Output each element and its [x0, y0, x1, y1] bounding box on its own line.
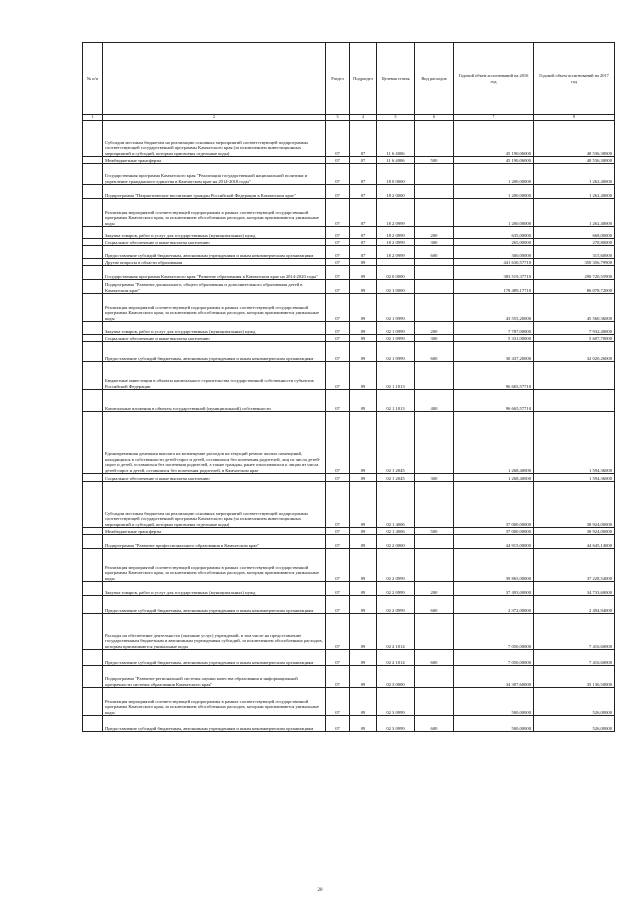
row-2016: 30 437,20000 — [454, 342, 534, 362]
table-row — [83, 322, 615, 335]
row-2016: 1 200,00000 — [454, 199, 534, 227]
row-2017: 5 607,70000 — [534, 335, 615, 342]
row-num — [83, 716, 103, 732]
row-celevaya: 02 1 4006 — [377, 482, 415, 528]
row-2017: 7 416,60000 — [534, 650, 615, 666]
row-celevaya: 02 1 4006 — [377, 528, 415, 535]
row-celevaya: 18 0 0000 — [377, 164, 415, 185]
row-num — [83, 362, 103, 390]
row-podrazdel: 09 — [350, 362, 377, 390]
row-num — [83, 582, 103, 596]
row-vid — [415, 121, 454, 157]
row-podrazdel: 09 — [350, 688, 377, 716]
row-podrazdel: 09 — [350, 482, 377, 528]
row-vid: 600 — [415, 716, 454, 732]
row-2016: 7 787,00000 — [454, 322, 534, 335]
row-celevaya: 02 1 0999 — [377, 322, 415, 335]
table-row — [83, 528, 615, 535]
row-2017: 526,00000 — [534, 716, 615, 732]
row-2016: 34 307,60000 — [454, 666, 534, 688]
row-name: Закупка товаров, работ и услуг для государственных (муниципальных) нужд — [103, 322, 326, 335]
table-row — [83, 716, 615, 732]
header-vid: Вид расходов — [415, 43, 454, 115]
row-podrazdel: 07 — [350, 157, 377, 164]
row-name: Предоставление субсидий бюджетным, автономным учреждениям и иным некоммерческим организациям — [103, 596, 326, 614]
row-num — [83, 280, 103, 294]
row-name: Подпрограмма "Развитие дошкольного, общего образования и дополнительного образования детей в Камчатском крае" — [103, 280, 326, 294]
row-celevaya — [377, 259, 415, 266]
row-name: Государственная программа Камчатского края "Реализация государственной национальной политики и укрепление гражданского единства в Камчатском крае на 2014-2018 годы" — [103, 164, 326, 185]
header-celevaya: Целевая статья — [377, 43, 415, 115]
row-razdel: 07 — [326, 716, 350, 732]
row-podrazdel: 09 — [350, 474, 377, 482]
row-num — [83, 164, 103, 185]
row-2017: 37 228,54000 — [534, 549, 615, 582]
row-2017 — [534, 362, 615, 390]
row-razdel: 07 — [326, 549, 350, 582]
row-vid: 600 — [415, 650, 454, 666]
row-name: Социальное обеспечение и иные выплаты населению — [103, 474, 326, 482]
row-2016: 37 000,00000 — [454, 528, 534, 535]
row-razdel: 07 — [326, 246, 350, 259]
row-2017: 1 594,36000 — [534, 474, 615, 482]
row-vid — [415, 535, 454, 549]
row-2017: 1 262,40000 — [534, 199, 615, 227]
row-podrazdel: 09 — [350, 335, 377, 342]
row-num — [83, 322, 103, 335]
row-podrazdel: 07 — [350, 164, 377, 185]
row-2016: 1 268,40000 — [454, 474, 534, 482]
row-celevaya: 02 1 1013 — [377, 390, 415, 412]
row-name: Реализация мероприятий соответствующей подпрограммы в рамках соответствующей государственной программы Камчатского края, за исключением обособленных расходов, которым присваиваются уникальные коды — [103, 199, 326, 227]
row-num — [83, 528, 103, 535]
row-celevaya: 02 3 0999 — [377, 688, 415, 716]
row-podrazdel: 09 — [350, 412, 377, 474]
row-2016: 441 630,57710 — [454, 259, 534, 266]
row-name: Единовременная денежная выплата на возмещение расходов на текущий ремонт жилых помещений, находящихся в собственности детей-сирот и детей, оставшихся без попечения родителей, лиц из числа детей-сирот и детей, оставшихся без попечения родителей, а также граждан, ранее относившихся к лицам из числа детей-сирот и детей, оставшихся без попечения родителей, в Камчатском крае — [103, 412, 326, 474]
table-row — [83, 280, 615, 294]
row-num — [83, 614, 103, 650]
row-razdel: 07 — [326, 239, 350, 246]
row-razdel: 07 — [326, 688, 350, 716]
row-2017: 668,00000 — [534, 227, 615, 239]
row-vid: 600 — [415, 246, 454, 259]
row-podrazdel: 07 — [350, 239, 377, 246]
row-name: Социальное обеспечение и иные выплаты населению — [103, 239, 326, 246]
row-2017: 1 594,36000 — [534, 412, 615, 474]
row-celevaya: 02 1 0999 — [377, 335, 415, 342]
row-2016: 39 865,00000 — [454, 549, 534, 582]
row-celevaya: 11 6 4006 — [377, 121, 415, 157]
table-row — [83, 390, 615, 412]
row-2016: 383 519,37710 — [454, 266, 534, 280]
table-row — [83, 199, 615, 227]
row-vid: 200 — [415, 322, 454, 335]
row-2017: 38 924,00000 — [534, 482, 615, 528]
row-celevaya: 18 2 0999 — [377, 227, 415, 239]
row-celevaya: 18 2 0999 — [377, 199, 415, 227]
row-podrazdel: 09 — [350, 528, 377, 535]
table-row — [83, 482, 615, 528]
row-2016: 43 555,20000 — [454, 294, 534, 322]
row-name: Субсидии местным бюджетам на реализацию основных мероприятий соответствующей подпрограммы соответствующей государственной программы Камчатского края (за исключением инвестиционных мероприятий и субсидий, которым присвоены отдельные коды) — [103, 121, 326, 157]
row-celevaya: 11 6 4006 — [377, 157, 415, 164]
row-podrazdel: 09 — [350, 535, 377, 549]
row-podrazdel: 09 — [350, 342, 377, 362]
row-2017: 278,80000 — [534, 239, 615, 246]
row-2017: 45 560,36000 — [534, 294, 615, 322]
row-vid — [415, 199, 454, 227]
row-2017 — [534, 390, 615, 412]
row-2016: 2 372,00000 — [454, 596, 534, 614]
row-podrazdel: 07 — [350, 227, 377, 239]
row-razdel: 07 — [326, 185, 350, 199]
row-vid — [415, 412, 454, 474]
row-celevaya: 18 2 0999 — [377, 246, 415, 259]
row-razdel: 07 — [326, 596, 350, 614]
row-celevaya: 02 1 1013 — [377, 362, 415, 390]
row-name: Подпрограмма "Развитие региональной системы оценки качества образования и информационной прозрачности системы образования Камчатского края" — [103, 666, 326, 688]
table-row — [83, 185, 615, 199]
row-2016: 178 489,17710 — [454, 280, 534, 294]
row-razdel: 07 — [326, 157, 350, 164]
row-podrazdel: 09 — [350, 322, 377, 335]
row-celevaya: 18 2 0000 — [377, 185, 415, 199]
header-num: № п/п — [83, 43, 103, 115]
row-razdel: 07 — [326, 412, 350, 474]
row-2017: 44 645,14000 — [534, 535, 615, 549]
row-num — [83, 474, 103, 482]
row-razdel: 07 — [326, 482, 350, 528]
row-vid — [415, 666, 454, 688]
row-2017: 1 262,40000 — [534, 164, 615, 185]
colnum: 7 — [454, 115, 534, 121]
row-vid — [415, 549, 454, 582]
row-podrazdel: 09 — [350, 259, 377, 266]
row-razdel: 07 — [326, 342, 350, 362]
row-podrazdel: 07 — [350, 185, 377, 199]
row-razdel: 07 — [326, 335, 350, 342]
colnum: 5 — [377, 115, 415, 121]
row-2016: 7 050,00000 — [454, 650, 534, 666]
row-vid — [415, 482, 454, 528]
row-razdel: 07 — [326, 614, 350, 650]
row-name: Расходы на обеспечение деятельности (оказание услуг) учреждений, в том числе на предоставление государственным бюджетным и автономным учреждениям субсидий, за исключением обособленных расходов, которым присваиваются уникальные коды — [103, 614, 326, 650]
table-row — [83, 239, 615, 246]
row-name: Подпрограмма "Развитие профессионального образования в Камчатском крае" — [103, 535, 326, 549]
row-2017: 48 536,30000 — [534, 121, 615, 157]
row-razdel: 07 — [326, 322, 350, 335]
table-row — [83, 335, 615, 342]
row-podrazdel: 09 — [350, 280, 377, 294]
row-celevaya: 02 1 0000 — [377, 280, 415, 294]
table-row — [83, 535, 615, 549]
row-podrazdel: 09 — [350, 582, 377, 596]
row-2016: 5 331,00000 — [454, 335, 534, 342]
row-razdel: 07 — [326, 528, 350, 535]
row-num — [83, 335, 103, 342]
row-vid — [415, 294, 454, 322]
row-celevaya: 02 3 0999 — [377, 716, 415, 732]
table-row — [83, 362, 615, 390]
row-razdel: 07 — [326, 280, 350, 294]
row-name: Реализация мероприятий соответствующей подпрограммы в рамках соответствующей государственной программы Камчатского края, за исключением обособленных расходов, которым присваиваются уникальные коды — [103, 294, 326, 322]
row-2016: 1 200,00000 — [454, 185, 534, 199]
row-vid: 300 — [415, 474, 454, 482]
row-2016: 635,00000 — [454, 227, 534, 239]
row-2017: 350 356,79900 — [534, 259, 615, 266]
row-podrazdel: 09 — [350, 596, 377, 614]
row-num — [83, 535, 103, 549]
colnum: 4 — [350, 115, 377, 121]
row-2017: 7 932,40000 — [534, 322, 615, 335]
row-num — [83, 549, 103, 582]
row-num — [83, 650, 103, 666]
row-num — [83, 259, 103, 266]
row-razdel: 07 — [326, 474, 350, 482]
table-row — [83, 227, 615, 239]
row-name: Предоставление субсидий бюджетным, автономным учреждениям и иным некоммерческим организациям — [103, 650, 326, 666]
budget-table — [82, 42, 615, 732]
table-row — [83, 650, 615, 666]
row-2016: 37 493,00000 — [454, 582, 534, 596]
table-row — [83, 121, 615, 157]
row-num — [83, 266, 103, 280]
row-celevaya: 02 2 0999 — [377, 596, 415, 614]
row-2017: 526,00000 — [534, 688, 615, 716]
row-2017: 35 136,50000 — [534, 666, 615, 688]
row-razdel: 07 — [326, 390, 350, 412]
row-razdel: 07 — [326, 121, 350, 157]
row-celevaya: 02 2 0000 — [377, 535, 415, 549]
colnum: 1 — [83, 115, 103, 121]
colnum: 8 — [534, 115, 615, 121]
row-podrazdel: 09 — [350, 294, 377, 322]
header-razdel: Раздел — [326, 43, 350, 115]
row-name: Закупка товаров, работ и услуг для государственных (муниципальных) нужд — [103, 582, 326, 596]
row-vid: 300 — [415, 335, 454, 342]
row-podrazdel: 09 — [350, 650, 377, 666]
row-celevaya: 02 1 0999 — [377, 294, 415, 322]
row-2017: 38 924,00000 — [534, 528, 615, 535]
row-name: Закупка товаров, работ и услуг для государственных (муниципальных) нужд — [103, 227, 326, 239]
row-name: Бюджетные инвестиции в объекты капитального строительства государственной собственности субъектов Российской Федерации — [103, 362, 326, 390]
row-vid — [415, 266, 454, 280]
row-podrazdel: 07 — [350, 121, 377, 157]
row-razdel: 07 — [326, 164, 350, 185]
row-2016: 96 665,57710 — [454, 390, 534, 412]
row-2017: 34 733,60000 — [534, 582, 615, 596]
row-vid: 400 — [415, 390, 454, 412]
row-name: Межбюджетные трансферты — [103, 157, 326, 164]
row-razdel: 07 — [326, 582, 350, 596]
row-celevaya: 18 2 0999 — [377, 239, 415, 246]
row-vid — [415, 614, 454, 650]
colnum: 3 — [326, 115, 350, 121]
row-name: Субсидии местным бюджетам на реализацию основных мероприятий соответствующей подпрограммы соответствующей государственной программы Камчатского края (за исключением инвестиционных мероприятий и субсидий, которым присвоены отдельные коды) — [103, 482, 326, 528]
row-vid — [415, 362, 454, 390]
row-num — [83, 157, 103, 164]
table-row — [83, 157, 615, 164]
row-name: Предоставление субсидий бюджетным, автономным учреждениям и иным некоммерческим организациям — [103, 716, 326, 732]
row-razdel: 07 — [326, 259, 350, 266]
row-podrazdel: 09 — [350, 716, 377, 732]
row-razdel: 07 — [326, 666, 350, 688]
row-num — [83, 596, 103, 614]
row-podrazdel: 09 — [350, 266, 377, 280]
row-celevaya: 02 2 0999 — [377, 549, 415, 582]
row-num — [83, 294, 103, 322]
row-2016: 44 915,00000 — [454, 535, 534, 549]
row-2017: 290 720,55900 — [534, 266, 615, 280]
row-name: Подпрограмма "Патриотическое воспитание граждан Российской Федерации в Камчатском крае" — [103, 185, 326, 199]
row-name: Государственная программа Камчатского края "Развитие образования в Камчатском крае на 2014-2020 годы" — [103, 266, 326, 280]
row-2016: 1 268,40000 — [454, 412, 534, 474]
row-vid: 500 — [415, 528, 454, 535]
table-row — [83, 294, 615, 322]
row-2016: 300,00000 — [454, 246, 534, 259]
row-celevaya: 02 2 1014 — [377, 650, 415, 666]
header-name — [103, 43, 326, 115]
table-row — [83, 266, 615, 280]
table-row — [83, 596, 615, 614]
row-vid — [415, 688, 454, 716]
row-vid: 200 — [415, 227, 454, 239]
header-2017: Годовой объем ассигнований на 2017 год — [534, 43, 615, 115]
row-2016: 500,00000 — [454, 716, 534, 732]
row-celevaya: 02 2 1014 — [377, 614, 415, 650]
row-num — [83, 199, 103, 227]
row-2017: 86 078,72000 — [534, 280, 615, 294]
row-razdel: 07 — [326, 227, 350, 239]
row-num — [83, 121, 103, 157]
row-celevaya: 02 1 0999 — [377, 342, 415, 362]
row-vid — [415, 164, 454, 185]
row-2017: 32 020,26000 — [534, 342, 615, 362]
table-body — [83, 121, 615, 732]
row-podrazdel: 09 — [350, 390, 377, 412]
row-vid: 200 — [415, 582, 454, 596]
colnum: 6 — [415, 115, 454, 121]
row-vid: 600 — [415, 596, 454, 614]
row-podrazdel: 09 — [350, 666, 377, 688]
row-vid: 500 — [415, 157, 454, 164]
table-row — [83, 614, 615, 650]
row-2017: 48 536,30000 — [534, 157, 615, 164]
row-2017: 315,60000 — [534, 246, 615, 259]
row-celevaya: 02 1 2045 — [377, 412, 415, 474]
row-vid — [415, 280, 454, 294]
table-row — [83, 549, 615, 582]
row-razdel: 07 — [326, 650, 350, 666]
row-podrazdel: 07 — [350, 199, 377, 227]
row-num — [83, 666, 103, 688]
table-row — [83, 259, 615, 266]
row-2016: 1 200,00000 — [454, 164, 534, 185]
row-name: Реализация мероприятий соответствующей подпрограммы в рамках соответствующей государственной программы Камчатского края, за исключением обособленных расходов, которым присваиваются уникальные коды — [103, 688, 326, 716]
row-num — [83, 185, 103, 199]
row-num — [83, 412, 103, 474]
row-name: Межбюджетные трансферты — [103, 528, 326, 535]
table-row — [83, 342, 615, 362]
header-2016: Годовой объем ассигнований на 2016 год — [454, 43, 534, 115]
table-row — [83, 412, 615, 474]
row-podrazdel: 07 — [350, 246, 377, 259]
table-row — [83, 164, 615, 185]
row-2016: 45 190,06000 — [454, 121, 534, 157]
row-name: Капитальные вложения в объекты государственной (муниципальной) собственности — [103, 390, 326, 412]
table-row — [83, 666, 615, 688]
row-num — [83, 227, 103, 239]
row-podrazdel: 09 — [350, 549, 377, 582]
row-2016: 96 665,57710 — [454, 362, 534, 390]
row-razdel: 07 — [326, 199, 350, 227]
row-name: Предоставление субсидий бюджетным, автономным учреждениям и иным некоммерческим организациям — [103, 246, 326, 259]
row-num — [83, 246, 103, 259]
row-2017: 7 416,60000 — [534, 614, 615, 650]
row-razdel: 07 — [326, 362, 350, 390]
row-celevaya: 02 3 0000 — [377, 666, 415, 688]
table-row — [83, 688, 615, 716]
row-name: Другие вопросы в области образования — [103, 259, 326, 266]
row-celevaya: 02 2 0999 — [377, 582, 415, 596]
colnum: 2 — [103, 115, 326, 121]
row-num — [83, 239, 103, 246]
row-num — [83, 342, 103, 362]
row-2017: 1 262,40000 — [534, 185, 615, 199]
row-2016: 500,00000 — [454, 688, 534, 716]
row-2016: 7 050,00000 — [454, 614, 534, 650]
row-2016: 45 190,06000 — [454, 157, 534, 164]
row-vid — [415, 185, 454, 199]
header-podrazdel: Подраздел — [350, 43, 377, 115]
row-num — [83, 390, 103, 412]
table-row — [83, 246, 615, 259]
row-2016: 265,00000 — [454, 239, 534, 246]
row-razdel: 07 — [326, 535, 350, 549]
table-header-row — [83, 43, 615, 115]
row-razdel: 07 — [326, 294, 350, 322]
row-num — [83, 688, 103, 716]
row-razdel: 07 — [326, 266, 350, 280]
row-vid: 300 — [415, 239, 454, 246]
table-row — [83, 582, 615, 596]
row-name: Реализация мероприятий соответствующей подпрограммы в рамках соответствующей государственной программы Камчатского края, за исключением обособленных расходов, которым присваиваются уникальные коды — [103, 549, 326, 582]
row-2017: 2 494,94000 — [534, 596, 615, 614]
row-celevaya: 02 0 0000 — [377, 266, 415, 280]
table-row — [83, 474, 615, 482]
row-2016: 37 000,00000 — [454, 482, 534, 528]
row-num — [83, 482, 103, 528]
page-number: 20 — [317, 888, 323, 893]
row-celevaya: 02 1 2045 — [377, 474, 415, 482]
row-name: Социальное обеспечение и иные выплаты населению — [103, 335, 326, 342]
row-podrazdel: 09 — [350, 614, 377, 650]
row-name: Предоставление субсидий бюджетным, автономным учреждениям и иным некоммерческим организациям — [103, 342, 326, 362]
row-vid: 600 — [415, 342, 454, 362]
row-vid — [415, 259, 454, 266]
